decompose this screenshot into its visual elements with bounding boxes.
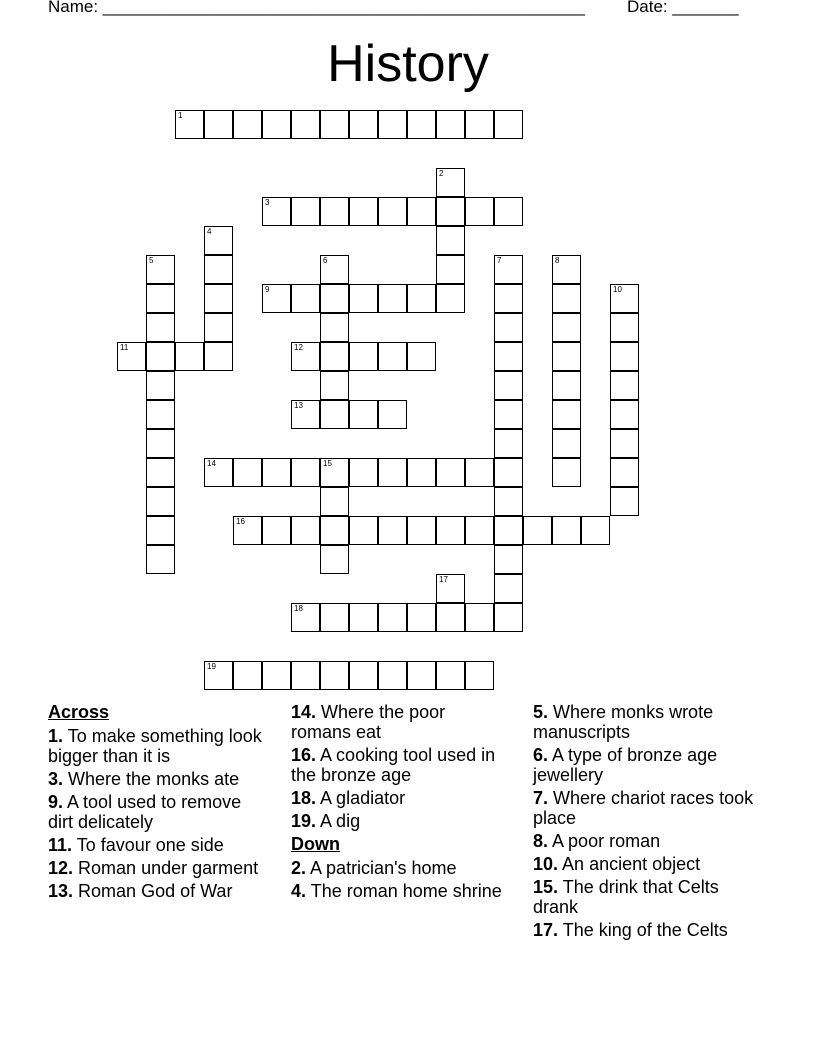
grid-cell[interactable]: [523, 516, 552, 545]
grid-cell[interactable]: [349, 603, 378, 632]
grid-cell[interactable]: [436, 255, 465, 284]
grid-cell[interactable]: [262, 661, 291, 690]
grid-cell[interactable]: [291, 284, 320, 313]
grid-cell[interactable]: [204, 110, 233, 139]
cell-number: 5: [149, 256, 154, 265]
grid-cell[interactable]: [436, 168, 465, 197]
grid-cell[interactable]: [436, 226, 465, 255]
clue-text: The king of the Celts: [562, 920, 728, 940]
grid-cell[interactable]: [320, 255, 349, 284]
grid-cell[interactable]: [407, 516, 436, 545]
cell-number: 10: [613, 285, 622, 294]
grid-cell[interactable]: [204, 342, 233, 371]
clue-number: 17.: [533, 920, 559, 940]
clue-across-12: [48, 858, 263, 878]
grid-cell[interactable]: [552, 400, 581, 429]
grid-cell[interactable]: [117, 342, 146, 371]
cell-number: 17: [439, 575, 448, 584]
clue-number: 3.: [48, 769, 64, 789]
cell-number: 7: [497, 256, 502, 265]
cell-number: 13: [294, 401, 303, 410]
clue-text: A patrician's home: [310, 858, 457, 878]
clue-number: 9.: [48, 792, 64, 812]
grid-cell[interactable]: [494, 284, 523, 313]
cell-number: 1: [178, 111, 183, 120]
clue-number: 19.: [291, 811, 317, 831]
grid-cell[interactable]: [175, 342, 204, 371]
clue-down-17: [533, 920, 758, 940]
grid-cell[interactable]: [204, 661, 233, 690]
date-field-label: Date: _______: [627, 0, 739, 16]
grid-cell[interactable]: [320, 400, 349, 429]
clue-number: 7.: [533, 788, 549, 808]
grid-cell[interactable]: [494, 255, 523, 284]
grid-cell[interactable]: [407, 284, 436, 313]
grid-cell[interactable]: [320, 371, 349, 400]
grid-cell[interactable]: [320, 487, 349, 516]
clue-number: 14.: [291, 702, 317, 722]
clue-down-15: [533, 877, 758, 917]
clue-across-13: [48, 881, 263, 901]
grid-cell[interactable]: [146, 313, 175, 342]
cell-number: 12: [294, 343, 303, 352]
grid-cell[interactable]: [552, 313, 581, 342]
clue-text: To make something look bigger than it is: [48, 726, 262, 766]
cell-number: 16: [236, 517, 245, 526]
grid-cell[interactable]: [436, 603, 465, 632]
grid-cell[interactable]: [610, 313, 639, 342]
grid-cell[interactable]: [233, 661, 262, 690]
grid-cell[interactable]: [349, 284, 378, 313]
grid-cell[interactable]: [378, 516, 407, 545]
grid-cell[interactable]: [465, 603, 494, 632]
grid-cell[interactable]: [494, 371, 523, 400]
grid-cell[interactable]: [175, 110, 204, 139]
grid-cell[interactable]: [378, 342, 407, 371]
grid-cell[interactable]: [494, 400, 523, 429]
clue-text: The drink that Celts drank: [533, 877, 719, 917]
clue-across-3: [48, 769, 263, 789]
grid-cell[interactable]: [204, 284, 233, 313]
clue-across-1: [48, 726, 263, 766]
grid-cell[interactable]: [407, 458, 436, 487]
grid-cell[interactable]: [233, 110, 262, 139]
grid-cell[interactable]: [262, 516, 291, 545]
clue-down-5: [533, 702, 758, 742]
grid-cell[interactable]: [552, 429, 581, 458]
grid-cell[interactable]: [349, 342, 378, 371]
grid-cell[interactable]: [320, 342, 349, 371]
grid-cell[interactable]: [320, 458, 349, 487]
clue-text: A tool used to remove dirt delicately: [48, 792, 242, 832]
grid-cell[interactable]: [494, 603, 523, 632]
grid-cell[interactable]: [233, 458, 262, 487]
grid-cell[interactable]: [378, 603, 407, 632]
grid-cell[interactable]: [610, 429, 639, 458]
grid-cell[interactable]: [494, 342, 523, 371]
grid-cell[interactable]: [146, 342, 175, 371]
grid-cell[interactable]: [291, 400, 320, 429]
clue-text: Where chariot races took place: [533, 788, 754, 828]
clue-down-4: [291, 881, 509, 901]
grid-cell[interactable]: [610, 400, 639, 429]
grid-cell[interactable]: [610, 458, 639, 487]
grid-cell[interactable]: [320, 313, 349, 342]
cell-number: 15: [323, 459, 332, 468]
grid-cell[interactable]: [349, 197, 378, 226]
clue-text: A poor roman: [552, 831, 661, 851]
grid-cell[interactable]: [494, 313, 523, 342]
clues-column-3: [533, 702, 758, 943]
grid-cell[interactable]: [465, 661, 494, 690]
grid-cell[interactable]: [320, 110, 349, 139]
clue-number: 2.: [291, 858, 307, 878]
grid-cell[interactable]: [494, 110, 523, 139]
grid-cell[interactable]: [610, 371, 639, 400]
grid-cell[interactable]: [407, 197, 436, 226]
clues-column-1: [48, 700, 263, 904]
grid-cell[interactable]: [291, 458, 320, 487]
grid-cell[interactable]: [494, 516, 523, 545]
grid-cell[interactable]: [610, 342, 639, 371]
grid-cell[interactable]: [349, 516, 378, 545]
name-field-label: Name: ___________________________________________________: [48, 0, 585, 16]
clue-across-16: [291, 745, 509, 785]
grid-cell[interactable]: [262, 110, 291, 139]
grid-cell[interactable]: [291, 603, 320, 632]
clue-number: 16.: [291, 745, 317, 765]
clue-number: 18.: [291, 788, 317, 808]
cell-number: 4: [207, 227, 212, 236]
cell-number: 3: [265, 198, 270, 207]
grid-cell[interactable]: [204, 255, 233, 284]
grid-cell[interactable]: [494, 545, 523, 574]
clue-number: 12.: [48, 858, 74, 878]
grid-cell[interactable]: [581, 516, 610, 545]
clue-number: 10.: [533, 854, 559, 874]
grid-cell[interactable]: [552, 342, 581, 371]
clue-number: 4.: [291, 881, 307, 901]
clue-across-18: [291, 788, 509, 808]
clue-down-7: [533, 788, 758, 828]
grid-cell[interactable]: [349, 661, 378, 690]
grid-cell[interactable]: [465, 516, 494, 545]
grid-cell[interactable]: [146, 458, 175, 487]
clue-across-11: [48, 835, 263, 855]
grid-cell[interactable]: [146, 255, 175, 284]
clue-down-10: [533, 854, 758, 874]
clue-text: A cooking tool used in the bronze age: [291, 745, 496, 785]
grid-cell[interactable]: [378, 284, 407, 313]
grid-cell[interactable]: [233, 516, 262, 545]
grid-cell[interactable]: [552, 458, 581, 487]
grid-cell[interactable]: [291, 661, 320, 690]
cell-number: 9: [265, 285, 270, 294]
grid-cell[interactable]: [291, 110, 320, 139]
clue-across-9: [48, 792, 263, 832]
grid-cell[interactable]: [320, 661, 349, 690]
grid-cell[interactable]: [320, 516, 349, 545]
grid-cell[interactable]: [378, 197, 407, 226]
clue-across-19: [291, 811, 509, 831]
grid-cell[interactable]: [204, 458, 233, 487]
cell-number: 14: [207, 459, 216, 468]
grid-cell[interactable]: [146, 545, 175, 574]
grid-cell[interactable]: [291, 516, 320, 545]
grid-cell[interactable]: [262, 458, 291, 487]
down-heading: Down: [291, 834, 340, 854]
grid-cell[interactable]: [146, 429, 175, 458]
grid-cell[interactable]: [291, 197, 320, 226]
grid-cell[interactable]: [378, 661, 407, 690]
grid-cell[interactable]: [465, 458, 494, 487]
grid-cell[interactable]: [378, 458, 407, 487]
clue-text: Where the poor romans eat: [291, 702, 446, 742]
grid-cell[interactable]: [552, 371, 581, 400]
clue-text: An ancient object: [562, 854, 701, 874]
grid-cell[interactable]: [494, 197, 523, 226]
grid-cell[interactable]: [349, 110, 378, 139]
grid-cell[interactable]: [494, 429, 523, 458]
grid-cell[interactable]: [436, 110, 465, 139]
cell-number: 6: [323, 256, 328, 265]
page-title: History: [327, 35, 489, 93]
clue-text: A dig: [320, 811, 361, 831]
grid-cell[interactable]: [349, 458, 378, 487]
clue-number: 5.: [533, 702, 549, 722]
grid-cell[interactable]: [204, 226, 233, 255]
clue-text: Roman under garment: [78, 858, 259, 878]
grid-cell[interactable]: [610, 487, 639, 516]
grid-cell[interactable]: [436, 197, 465, 226]
clue-text: Roman God of War: [78, 881, 233, 901]
grid-cell[interactable]: [552, 516, 581, 545]
grid-cell[interactable]: [436, 284, 465, 313]
clue-number: 15.: [533, 877, 559, 897]
grid-cell[interactable]: [378, 400, 407, 429]
grid-cell[interactable]: [320, 197, 349, 226]
clue-number: 13.: [48, 881, 74, 901]
clue-text: Where monks wrote manuscripts: [533, 702, 714, 742]
grid-cell[interactable]: [436, 516, 465, 545]
clue-number: 1.: [48, 726, 64, 746]
grid-cell[interactable]: [262, 284, 291, 313]
grid-cell[interactable]: [320, 545, 349, 574]
grid-cell[interactable]: [494, 574, 523, 603]
grid-cell[interactable]: [407, 110, 436, 139]
grid-cell[interactable]: [349, 400, 378, 429]
grid-cell[interactable]: [378, 110, 407, 139]
grid-cell[interactable]: [204, 313, 233, 342]
grid-cell[interactable]: [146, 371, 175, 400]
clue-across-14: [291, 702, 509, 742]
grid-cell[interactable]: [610, 284, 639, 313]
grid-cell[interactable]: [552, 255, 581, 284]
grid-cell[interactable]: [494, 458, 523, 487]
clue-text: Where the monks ate: [68, 769, 240, 789]
clue-down-6: [533, 745, 758, 785]
grid-cell[interactable]: [494, 487, 523, 516]
clue-down-2: [291, 858, 509, 878]
clue-down-8: [533, 831, 758, 851]
cell-number: 19: [207, 662, 216, 671]
grid-cell[interactable]: [146, 487, 175, 516]
clue-text: A gladiator: [320, 788, 406, 808]
grid-cell[interactable]: [146, 400, 175, 429]
cell-number: 18: [294, 604, 303, 613]
grid-cell[interactable]: [407, 342, 436, 371]
grid-cell[interactable]: [146, 284, 175, 313]
grid-cell[interactable]: [291, 342, 320, 371]
grid-cell[interactable]: [552, 284, 581, 313]
clue-number: 6.: [533, 745, 549, 765]
grid-cell[interactable]: [262, 197, 291, 226]
grid-cell[interactable]: [436, 661, 465, 690]
grid-cell[interactable]: [146, 516, 175, 545]
clue-text: A type of bronze age jewellery: [533, 745, 718, 785]
clue-text: To favour one side: [76, 835, 224, 855]
clue-number: 8.: [533, 831, 549, 851]
cell-number: 11: [120, 343, 129, 352]
grid-cell[interactable]: [465, 110, 494, 139]
grid-cell[interactable]: [320, 603, 349, 632]
grid-cell[interactable]: [465, 197, 494, 226]
cell-number: 8: [555, 256, 560, 265]
clue-number: 11.: [48, 835, 73, 855]
grid-cell[interactable]: [436, 458, 465, 487]
grid-cell[interactable]: [407, 661, 436, 690]
grid-cell[interactable]: [436, 574, 465, 603]
grid-cell[interactable]: [320, 284, 349, 313]
across-heading: Across: [48, 702, 110, 722]
cell-number: 2: [439, 169, 444, 178]
clues-column-2: [291, 702, 509, 904]
grid-cell[interactable]: [407, 603, 436, 632]
clue-text: The roman home shrine: [310, 881, 502, 901]
